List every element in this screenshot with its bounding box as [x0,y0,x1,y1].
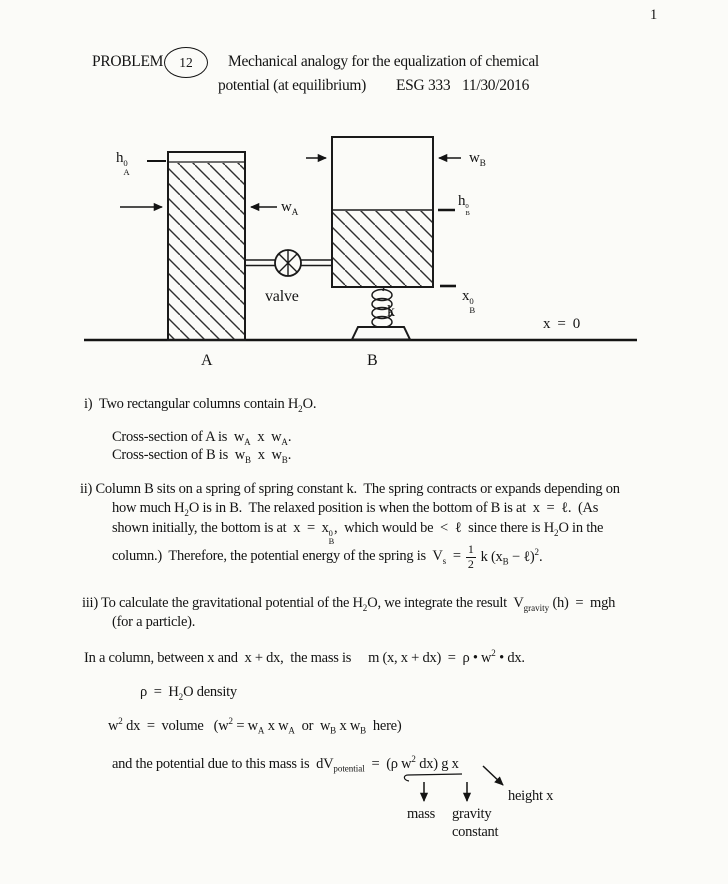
fraction-numerator: 1 [467,542,474,556]
label-column-b: B [367,352,378,369]
section-ii-line-3: shown initially, the bottom is at x = x 0 B , which would be < ℓ since there is $H_2O$ in the [112,520,604,547]
section-ii-line-4 [112,543,542,572]
section-iii-line-2: (for a particle). [112,614,196,630]
spring-energy-formula: k ($x_B$ − ℓ)$^2$. [480,547,543,567]
valve-icon [275,250,301,276]
annotation-arrow-height [483,766,503,785]
cross-section-b-line: Cross-section of B is $w_B$ x $w_B$. [112,447,292,465]
label-h0-b: h 0 B [458,193,470,217]
potential-differential-line: and the potential due to this mass is $dV_{potential} = (\rho$ $w^2$ dx) g x [112,754,459,774]
page-number: 1 [650,7,657,23]
label-spring-constant: k [387,303,395,320]
label-x0-b: x 0 B [462,288,475,315]
problem-number: 12 [179,54,193,70]
annotation-gravity-label-1: gravity [452,806,492,822]
date: 11/30/2016 [462,77,530,94]
annotation-underline [404,774,462,781]
annotation-mass-label: mass [407,806,435,822]
mass-equation-line: In a column, between x and x + dx, the mass is m (x, x + dx) = ρ • $w^2$ • dx. [84,648,525,666]
volume-definition-line: $w^2$ dx = volume ($w^2 = w_A$ x $w_A$ or $w_B$ x $w_B$ here) [108,716,402,736]
fraction-denominator: 2 [467,556,474,571]
section-ii-line-2: how much $H_2O$ is in B. The relaxed position is when the bottom of B is at x = ℓ. (As [112,500,599,518]
annotation-gravity-label-2: constant [452,824,499,840]
label-h0-a: h 0 A [116,150,130,177]
cross-section-a-line: Cross-section of A is $w_A$ x $w_A$. [112,429,292,447]
label-column-a: A [201,352,213,369]
column-a-shape [168,152,245,340]
annotation-height-label: height x [508,788,554,804]
fraction-one-half [466,543,476,572]
section-ii-line-1: ii) Column B sits on a spring of spring constant k. The spring contracts or expands depending on [80,481,620,497]
spring-base-shape [352,327,410,340]
course-code: ESG 333 [396,77,451,94]
title-line-1: Mechanical analogy for the equalization of chemical [228,53,539,70]
problem-label: PROBLEM [92,53,164,70]
spring-energy-text: column.) Therefore, the potential energy of the spring is $V_s$ = [112,548,461,566]
column-b-shape [332,137,433,287]
section-iii-line-1: iii) To calculate the gravitational potential of the $H_2O$, we integrate the result $V_{gravity}$ (h) = mgh [82,595,616,613]
rho-definition-line: $\rho = H_2O$ density [140,684,237,702]
label-w-a: $w_A$ [281,199,299,218]
section-i-line: i) Two rectangular columns contain $H_2O$. [84,396,317,414]
label-w-b: $w_B$ [469,150,486,169]
label-valve: valve [265,288,299,305]
title-line-2: potential (at equilibrium) [218,77,367,94]
label-ground-reference: x = 0 [543,316,581,332]
